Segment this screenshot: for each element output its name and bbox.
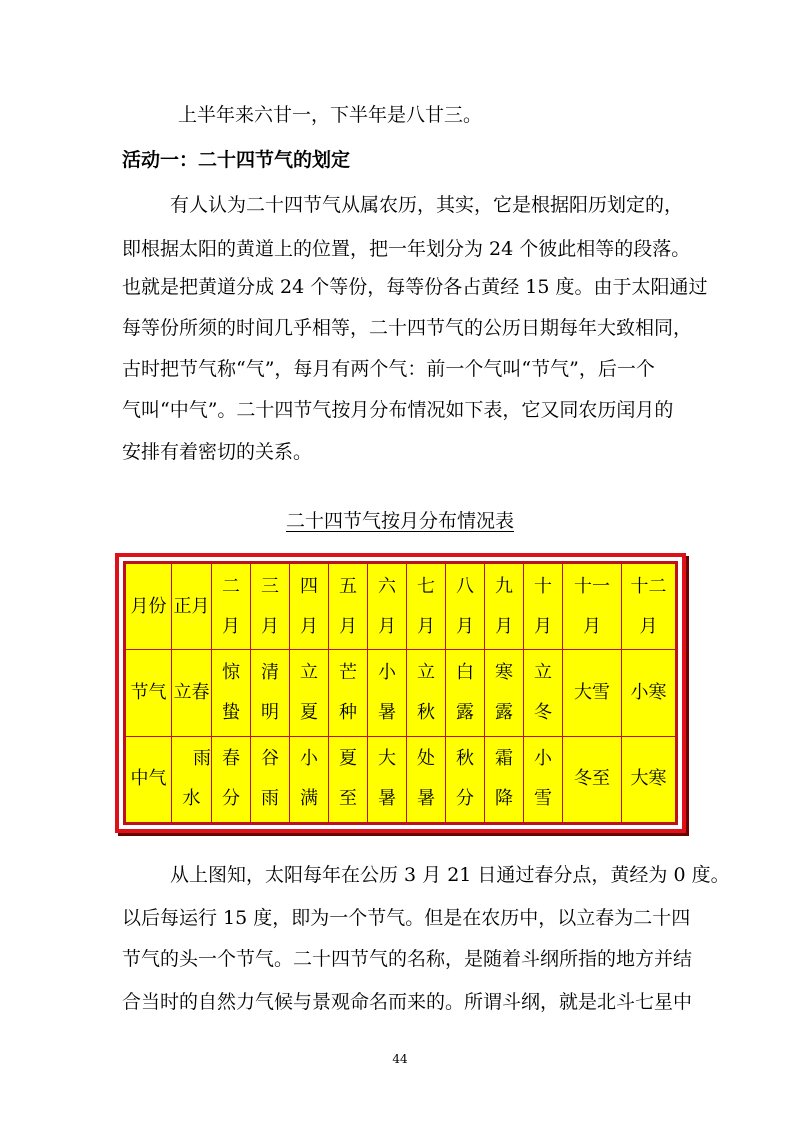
zhongqi-text: 至	[339, 788, 357, 810]
jieqi-text: 惊	[222, 661, 240, 683]
month-text: 正月	[173, 595, 210, 617]
month-text: 七	[417, 575, 435, 597]
zhongqi-text: 小	[534, 748, 552, 770]
month-text: 六	[378, 575, 396, 597]
month-text: 月	[639, 615, 658, 637]
jieqi-cell	[563, 650, 622, 736]
jieqi-text: 立	[417, 661, 435, 683]
month-text: 月	[378, 615, 396, 637]
table-row-zhongqi	[126, 736, 676, 822]
month-text: 十一	[574, 575, 610, 597]
zhongqi-text: 水	[182, 788, 201, 810]
month-cell	[622, 564, 676, 650]
jieqi-cell	[446, 650, 485, 736]
jieqi-text: 寒	[495, 661, 513, 683]
jieqi-cell	[172, 650, 212, 736]
jieqi-cell	[251, 650, 290, 736]
jieqi-cell	[524, 650, 563, 736]
jieqi-text: 冬	[534, 701, 552, 723]
zhongqi-cell	[446, 736, 485, 822]
zhongqi-text: 雨	[193, 748, 211, 770]
jieqi-text: 蛰	[222, 701, 240, 723]
month-cell	[563, 564, 622, 650]
row-label-months: 月份	[126, 564, 172, 650]
month-text: 五	[339, 575, 357, 597]
zhongqi-text: 分	[456, 788, 474, 810]
month-text: 十	[534, 575, 552, 597]
jieqi-cell	[622, 650, 676, 736]
paragraph-line: 从上图知，太阳每年在公历 3 月 21 日通过春分点，黄经为 0 度。	[170, 864, 730, 886]
month-text: 四	[300, 575, 318, 597]
zhongqi-text: 分	[222, 788, 240, 810]
month-text: 二	[222, 575, 240, 597]
jieqi-text: 露	[495, 701, 513, 723]
zhongqi-cell	[407, 736, 446, 822]
jieqi-text: 清	[261, 661, 279, 683]
month-cell	[485, 564, 524, 650]
zhongqi-cell	[251, 736, 290, 822]
month-text: 月	[456, 615, 474, 637]
jieqi-cell	[290, 650, 329, 736]
table-row-months	[126, 564, 676, 650]
zhongqi-cell	[524, 736, 563, 822]
paragraph-line: 节气的头一个节气。二十四节气的名称，是随着斗纲所指的地方并结	[122, 948, 693, 970]
zhongqi-cell	[622, 736, 676, 822]
month-text: 月	[583, 615, 601, 637]
jieqi-cell	[368, 650, 407, 736]
jieqi-cell	[485, 650, 524, 736]
jieqi-text: 种	[339, 701, 357, 723]
zhongqi-text: 雨	[261, 788, 279, 810]
jieqi-text: 立	[300, 661, 318, 683]
month-text: 八	[456, 575, 474, 597]
month-text: 九	[495, 575, 513, 597]
jieqi-cell	[407, 650, 446, 736]
month-cell	[329, 564, 368, 650]
table-title: 二十四节气按月分布情况表	[285, 510, 514, 532]
jieqi-text: 明	[261, 701, 279, 723]
month-cell	[172, 564, 212, 650]
month-text: 月	[300, 615, 318, 637]
zhongqi-text: 谷	[261, 748, 279, 770]
jieqi-text: 小	[378, 661, 396, 683]
zhongqi-text: 暑	[378, 788, 396, 810]
paragraph-line: 每等份所须的时间几乎相等，二十四节气的公历日期每年大致相同，	[122, 317, 693, 339]
month-cell	[407, 564, 446, 650]
month-text: 月	[534, 615, 552, 637]
jieqi-text: 立	[534, 661, 552, 683]
row-label-jieqi: 节气	[126, 650, 172, 736]
paragraph-line: 即根据太阳的黄道上的位置，把一年划分为 24 个彼此相等的段落。	[122, 238, 691, 260]
month-text: 月	[222, 615, 240, 637]
page-number: 44	[392, 1052, 408, 1066]
jieqi-text: 立春	[173, 681, 210, 703]
zhongqi-cell	[172, 736, 212, 822]
month-cell	[212, 564, 251, 650]
table-row-jieqi	[126, 650, 676, 736]
zhongqi-text: 小	[300, 748, 318, 770]
zhongqi-cell	[290, 736, 329, 822]
month-cell	[251, 564, 290, 650]
jieqi-text: 大雪	[574, 681, 610, 703]
month-text: 十二	[630, 575, 667, 597]
zhongqi-text: 霜	[495, 748, 513, 770]
zhongqi-cell	[563, 736, 622, 822]
paragraph-line: 合当时的自然力气候与景观命名而来的。所谓斗纲，就是北斗七星中	[122, 991, 693, 1013]
zhongqi-text: 降	[495, 788, 513, 810]
zhongqi-text: 大寒	[630, 768, 667, 790]
intro-line: 上半年来六甘一，下半年是八甘三。	[178, 104, 483, 126]
paragraph-line: 有人认为二十四节气从属农历，其实，它是根据阳历划定的，	[170, 194, 684, 216]
paragraph-line: 以后每运行 15 度，即为一个节气。但是在农历中，以立春为二十四	[122, 907, 691, 929]
jieqi-cell	[329, 650, 368, 736]
jieqi-text: 暑	[378, 701, 396, 723]
paragraph-line: 安排有着密切的关系。	[122, 441, 313, 463]
jieqi-cell	[212, 650, 251, 736]
zhongqi-text: 大	[378, 748, 396, 770]
jieqi-text: 秋	[417, 701, 435, 723]
solar-terms-table-frame	[115, 553, 686, 833]
month-text: 月	[339, 615, 357, 637]
row-label-zhongqi: 中气	[126, 736, 172, 822]
paragraph-line: 气叫“中气”。二十四节气按月分布情况如下表，它又同农历闰月的	[122, 399, 674, 421]
month-text: 月	[417, 615, 435, 637]
month-text: 月	[261, 615, 279, 637]
month-text: 三	[261, 575, 279, 597]
jieqi-text: 露	[456, 701, 474, 723]
month-cell	[446, 564, 485, 650]
jieqi-text: 夏	[300, 701, 318, 723]
zhongqi-text: 满	[300, 788, 318, 810]
zhongqi-text: 冬至	[574, 768, 610, 790]
month-text: 月	[495, 615, 513, 637]
zhongqi-cell	[368, 736, 407, 822]
zhongqi-cell	[329, 736, 368, 822]
paragraph-line: 古时把节气称“气”，每月有两个气：前一个气叫“节气”，后一个	[122, 358, 655, 380]
zhongqi-text: 雪	[534, 788, 552, 810]
zhongqi-text: 处	[417, 748, 435, 770]
solar-terms-table	[125, 563, 676, 823]
zhongqi-text: 春	[222, 748, 240, 770]
zhongqi-text: 秋	[456, 748, 474, 770]
jieqi-text: 小寒	[630, 681, 667, 703]
zhongqi-cell	[212, 736, 251, 822]
zhongqi-cell	[485, 736, 524, 822]
section-heading: 活动一：二十四节气的划定	[122, 149, 351, 171]
zhongqi-text: 夏	[339, 748, 357, 770]
zhongqi-text: 暑	[417, 788, 435, 810]
month-cell	[524, 564, 563, 650]
jieqi-text: 芒	[339, 661, 357, 683]
paragraph-line: 也就是把黄道分成 24 个等份，每等份各占黄经 15 度。由于太阳通过	[122, 276, 708, 298]
month-cell	[368, 564, 407, 650]
month-cell	[290, 564, 329, 650]
jieqi-text: 白	[456, 661, 474, 683]
